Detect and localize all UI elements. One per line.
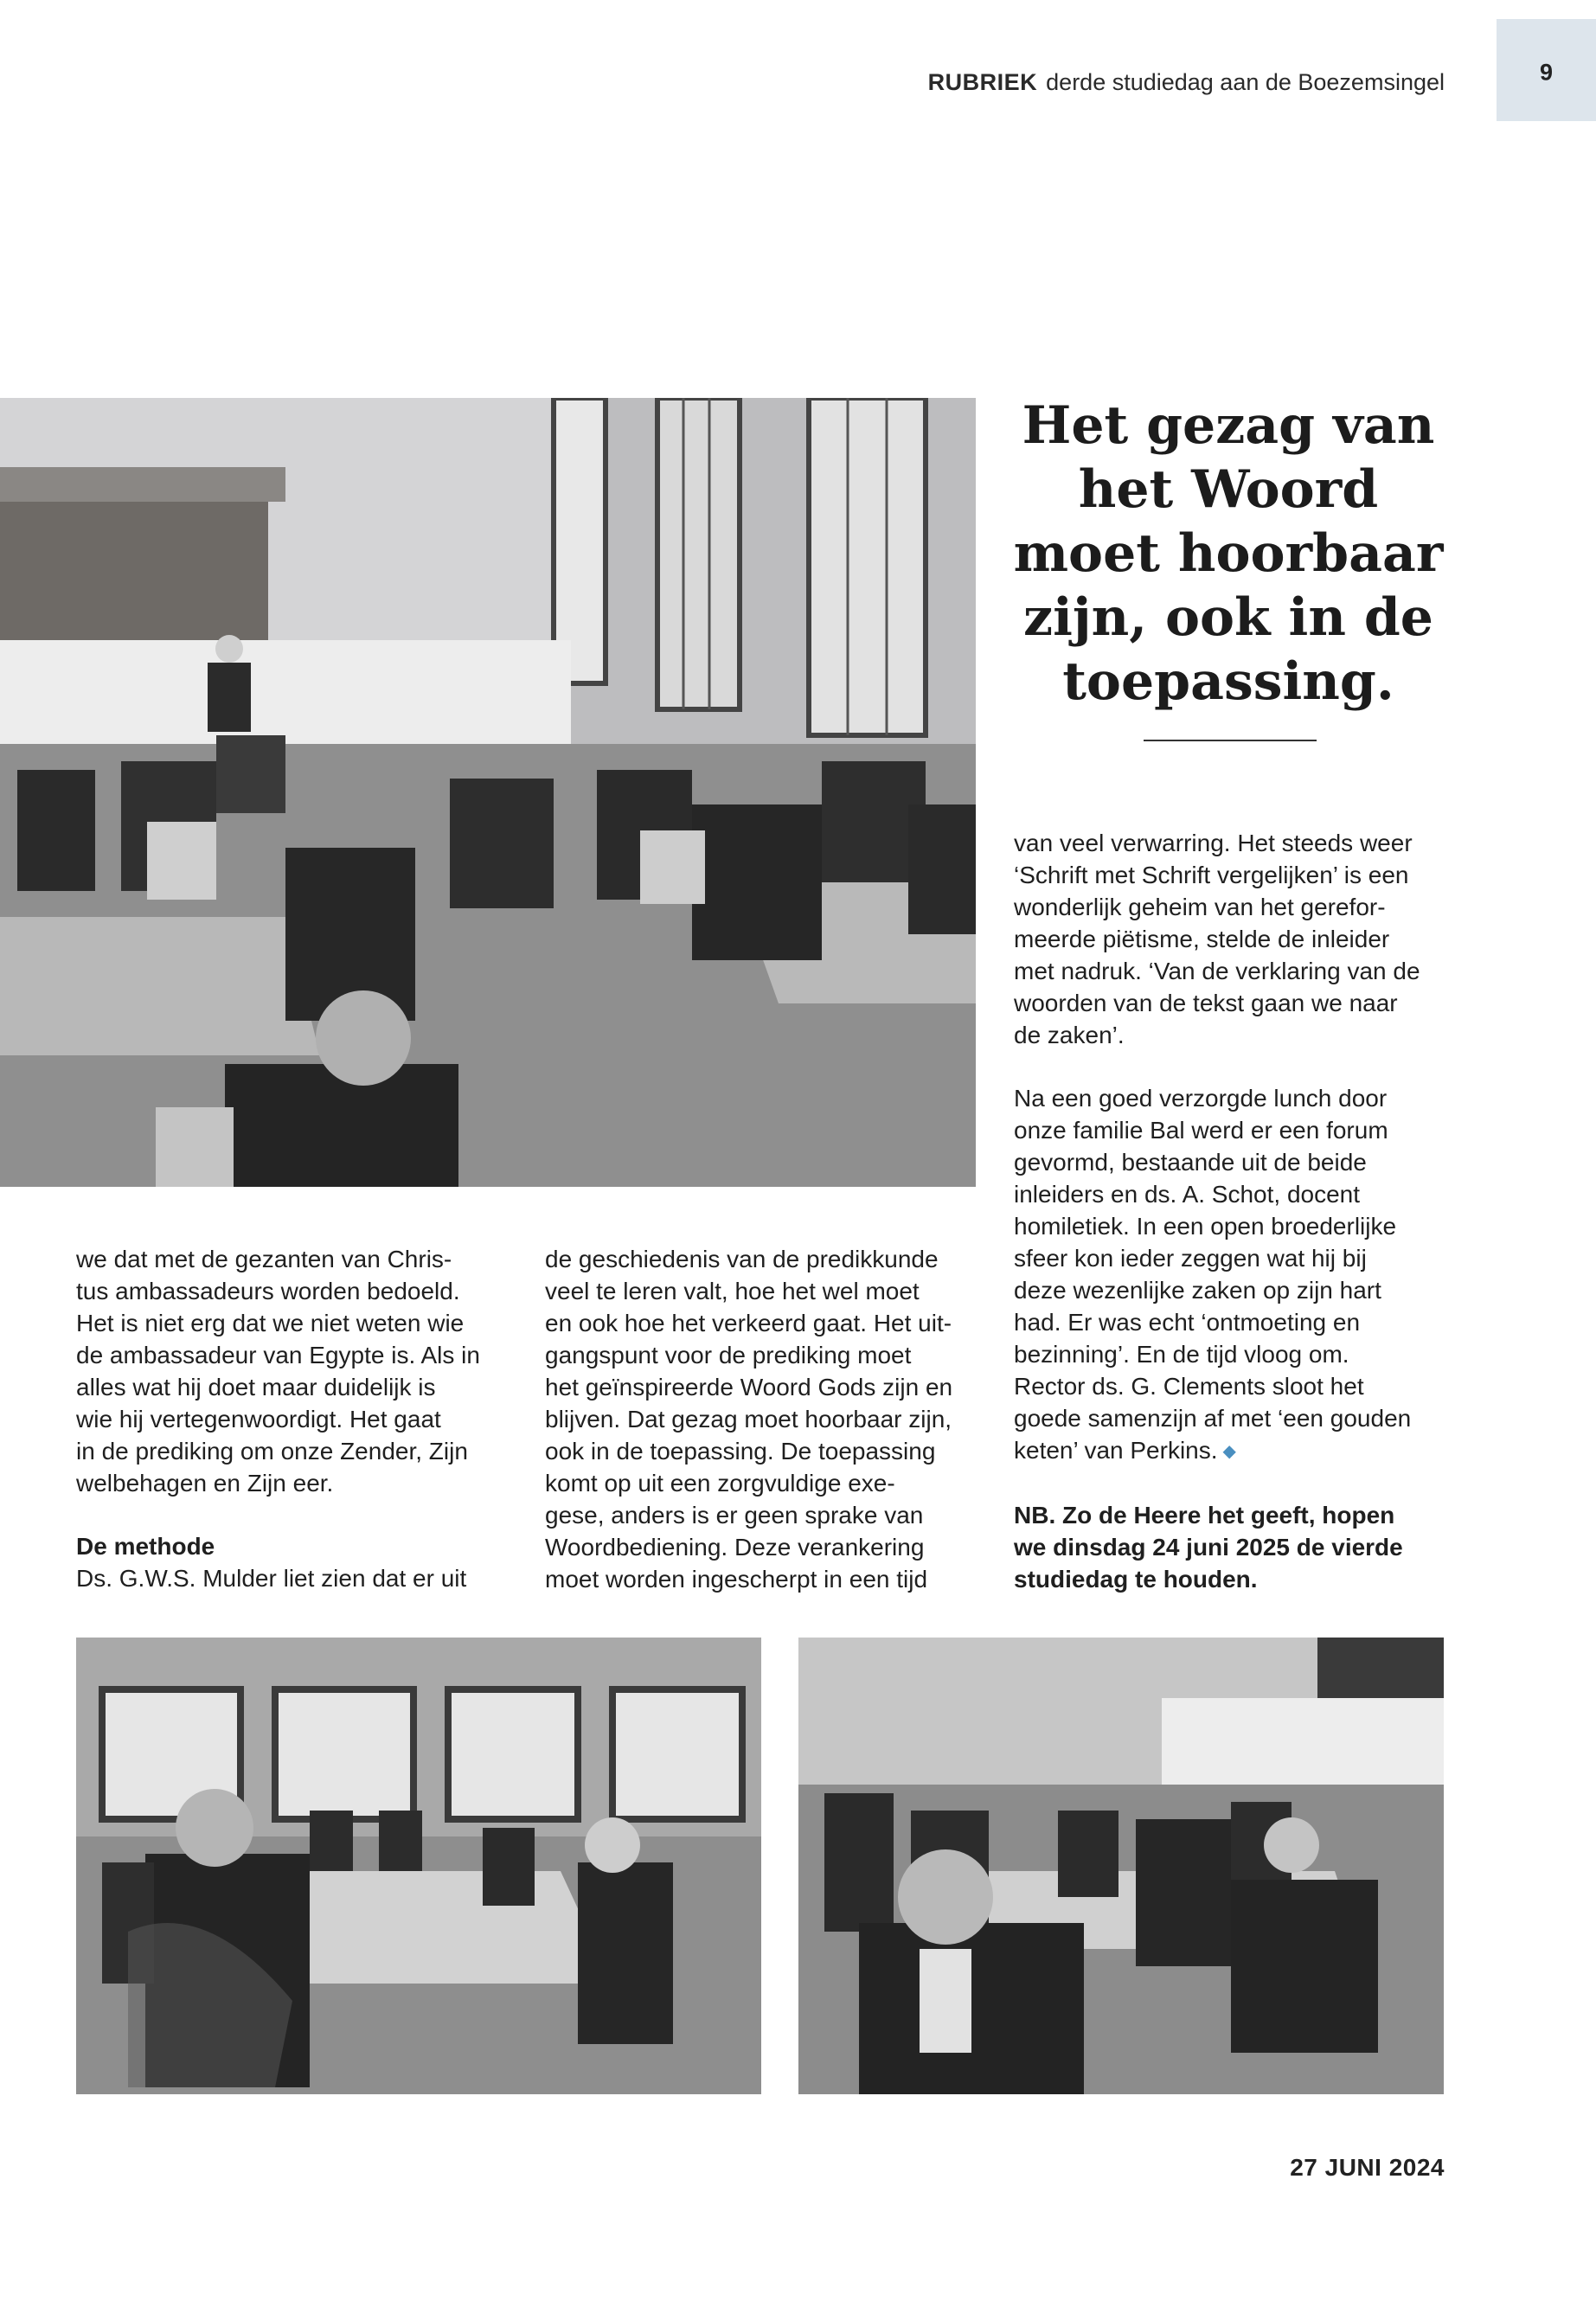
text-line: ook in de toepassing. De toepassing [545, 1438, 936, 1465]
text-line: homiletiek. In een open broederlijke [1014, 1213, 1397, 1240]
paragraph [1014, 1082, 1464, 1468]
text-line [1014, 1434, 1464, 1468]
subheading: De methode [76, 1533, 215, 1560]
text-line: en ook hoe het verkeerd gaat. Het uit- [545, 1310, 952, 1336]
photo-participants-right [798, 1638, 1444, 2094]
text-line: goede samenzijn af met ‘een gouden [1014, 1405, 1412, 1432]
text-line: met nadruk. ‘Van de verklaring van de [1014, 958, 1420, 984]
text-column-1 [76, 1243, 509, 1594]
paragraph [76, 1530, 509, 1594]
text-line: we dat met de gezanten van Chris- [76, 1246, 452, 1272]
text-line-end: keten’ van Perkins. [1014, 1437, 1218, 1464]
note-line: we dinsdag 24 juni 2025 de vierde [1014, 1534, 1403, 1561]
text-line: het geïnspireerde Woord Gods zijn en [545, 1374, 953, 1400]
text-line: woorden van de tekst gaan we naar [1014, 990, 1398, 1016]
text-line: veel te leren valt, hoe het wel moet [545, 1278, 920, 1304]
paragraph [545, 1243, 977, 1595]
page-number: 9 [1539, 59, 1554, 86]
pull-quote-line: het Woord [1078, 459, 1379, 520]
photo-lecture-hall [0, 398, 976, 1187]
text-line: gangspunt voor de prediking moet [545, 1342, 912, 1368]
section-label: RUBRIEK [927, 69, 1038, 95]
pull-quote-line: zijn, ook in de [1023, 587, 1433, 648]
photo-participants-left [76, 1638, 761, 2094]
text-line: tus ambassadeurs worden bedoeld. [76, 1278, 460, 1304]
text-line: gevormd, bestaande uit de beide [1014, 1149, 1367, 1176]
text-line: blijven. Dat gezag moet hoorbaar zijn, [545, 1406, 952, 1433]
pull-quote-divider [1144, 740, 1317, 741]
paragraph [76, 1243, 509, 1499]
text-line: sfeer kon ieder zeggen wat hij bij [1014, 1245, 1367, 1272]
page-number-tab [1497, 19, 1596, 121]
paragraph [1014, 827, 1464, 1051]
pull-quote-line: Het gezag van [1022, 395, 1435, 456]
text-line: wie hij vertegenwoordigt. Het gaat [76, 1406, 441, 1433]
text-line: Rector ds. G. Clements sloot het [1014, 1373, 1364, 1400]
text-line: inleiders en ds. A. Schot, docent [1014, 1181, 1361, 1208]
text-line: wonderlijk geheim van het gerefor- [1014, 894, 1386, 920]
text-column-2 [545, 1243, 977, 1595]
pull-quote [1003, 394, 1453, 714]
text-line: in de prediking om onze Zender, Zijn [76, 1438, 468, 1465]
text-line: welbehagen en Zijn eer. [76, 1470, 334, 1497]
end-mark-diamond-icon: ◆ [1222, 1442, 1236, 1461]
text-line: meerde piëtisme, stelde de inleider [1014, 926, 1390, 952]
text-line: de geschiedenis van de predikkunde [545, 1246, 939, 1272]
text-line: ‘Schrift met Schrift vergelijken’ is een [1014, 862, 1409, 888]
header-title: derde studiedag aan de Boezemsingel [1046, 69, 1445, 95]
text-line: Woordbediening. Deze verankering [545, 1534, 925, 1561]
closing-note [1014, 1499, 1464, 1595]
text-line: had. Er was echt ‘ontmoeting en [1014, 1309, 1361, 1336]
text-column-3 [1014, 827, 1464, 1595]
photo-lecture-hall-image [0, 398, 976, 1187]
pull-quote-line: toepassing. [1062, 651, 1394, 712]
text-line: deze wezenlijke zaken op zijn hart [1014, 1277, 1381, 1304]
pull-quote-line: moet hoorbaar [1013, 523, 1444, 584]
photo-participants-left-image [76, 1638, 761, 2094]
issue-date: 27 JUNI 2024 [1290, 2154, 1445, 2181]
text-line: alles wat hij doet maar duidelijk is [76, 1374, 436, 1400]
text-line: de zaken’. [1014, 1022, 1125, 1048]
text-line: gese, anders is er geen sprake van [545, 1502, 924, 1529]
photo-participants-right-image [798, 1638, 1444, 2094]
text-line: komt op uit een zorgvuldige exe- [545, 1470, 895, 1497]
text-line: bezinning’. En de tijd vloog om. [1014, 1341, 1349, 1368]
text-line: moet worden ingescherpt in een tijd [545, 1566, 928, 1593]
note-line: studiedag te houden. [1014, 1566, 1258, 1593]
running-header [928, 69, 1445, 96]
text-line: onze familie Bal werd er een forum [1014, 1117, 1388, 1144]
text-line: Het is niet erg dat we niet weten wie [76, 1310, 465, 1336]
text-line: de ambassadeur van Egypte is. Als in [76, 1342, 480, 1368]
text-line: Ds. G.W.S. Mulder liet zien dat er uit [76, 1565, 467, 1592]
text-line: Na een goed verzorgde lunch door [1014, 1085, 1388, 1112]
note-line: NB. Zo de Heere het geeft, hopen [1014, 1502, 1395, 1529]
text-line: van veel verwarring. Het steeds weer [1014, 830, 1413, 856]
